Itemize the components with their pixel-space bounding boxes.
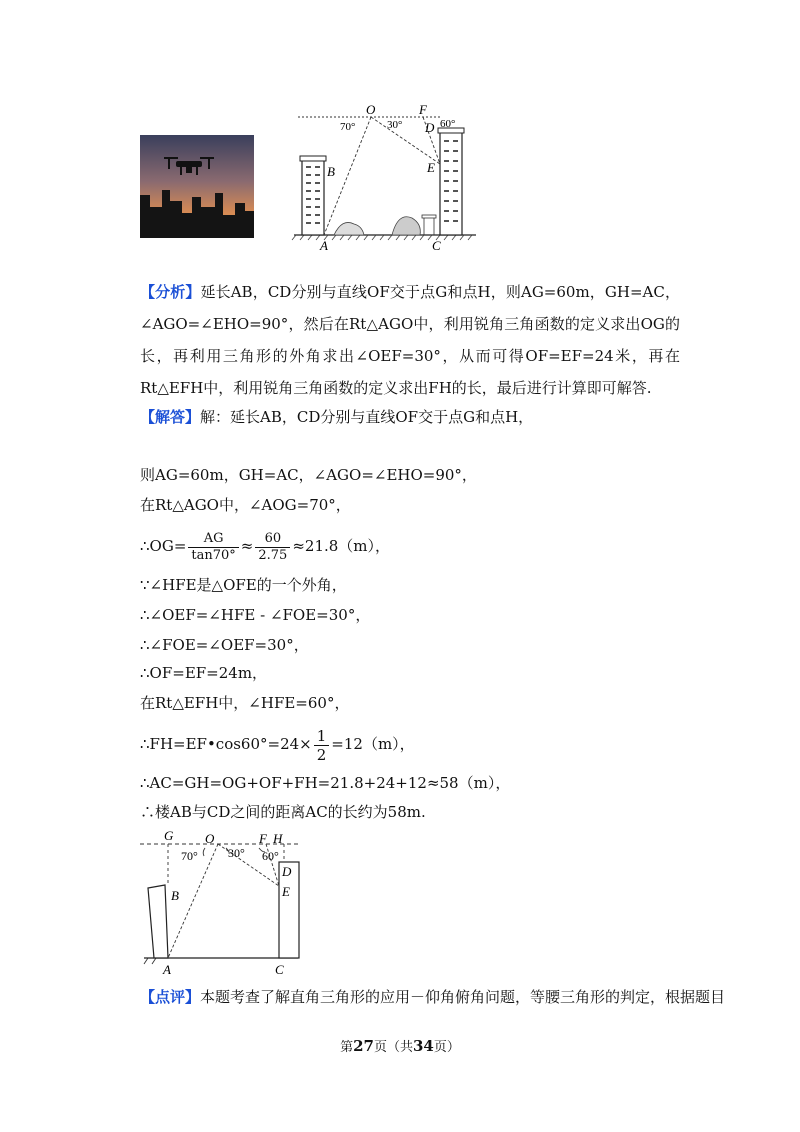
review-line: [140, 986, 725, 1008]
fig1-label-C: C: [432, 238, 441, 252]
fig2-label-H: H: [273, 831, 283, 846]
fraction-one-half: [314, 727, 330, 764]
fraction-ag-tan70: [188, 531, 238, 564]
footer-post: 页）: [433, 1040, 460, 1055]
fig1-label-A: A: [320, 238, 328, 252]
fig1-angle-60: 60°: [440, 118, 456, 130]
drone-photo: [140, 135, 254, 238]
step-3: [140, 528, 390, 564]
fig2-label-C: C: [275, 962, 284, 977]
footer-total-pages: 34: [413, 1037, 434, 1055]
answer-line: [140, 406, 533, 428]
fig2-label-B: B: [171, 888, 179, 903]
fig1-label-E: E: [427, 160, 435, 175]
step-10: ∴AC=GH=OG+OF+FH=21.8+24+12≈58（m），: [140, 774, 511, 792]
step-6: ∴∠FOE=∠OEF=30°，: [140, 636, 309, 654]
fig1-angle-70: 70°: [340, 121, 356, 133]
step-1: 则AG=60m，GH=AC，∠AGO=∠EHO=90°，: [140, 466, 477, 484]
fraction-60-275: [255, 531, 290, 564]
fraction-denominator: 2: [316, 745, 327, 764]
footer-page-number: 27: [353, 1037, 374, 1055]
figure-solution: [138, 826, 308, 978]
fig1-label-O: O: [366, 102, 376, 117]
step-7: ∴OF=EF=24m，: [140, 664, 268, 682]
step-4: ∵∠HFE是△OFE的一个外角，: [140, 576, 347, 594]
approx-sign: ≈: [240, 537, 254, 555]
review-text: 本题考查了解直角三角形的应用－仰角俯角问题，等腰三角形的判定，根据题目: [200, 988, 726, 1006]
fraction-numerator: 60: [255, 531, 290, 548]
fraction-denominator: tan70°: [191, 547, 236, 563]
answer-text: 解：延长AB，CD分别与直线OF交于点G和点H，: [200, 408, 534, 426]
step-3-prefix: ∴OG=: [140, 537, 187, 555]
step-9-prefix: ∴FH=EF•cos60°=24×: [140, 735, 312, 753]
fig2-label-G: G: [164, 828, 174, 843]
answer-tag: 【解答】: [140, 408, 201, 426]
fig2-angle-30: 30°: [228, 846, 245, 860]
fraction-denominator: 2.75: [258, 547, 288, 563]
footer-pre: 第: [340, 1040, 354, 1055]
fig2-label-F: F: [259, 831, 267, 846]
step-3-suffix: ≈21.8（m），: [292, 537, 391, 555]
step-9: [140, 724, 415, 764]
footer-mid: 页（共: [373, 1040, 413, 1055]
analysis-tag: 【分析】: [140, 283, 201, 301]
fig2-label-O: O: [205, 831, 215, 846]
fig1-angle-30: 30°: [387, 119, 403, 131]
analysis-paragraph: [140, 276, 680, 404]
fraction-numerator: AG: [188, 531, 238, 548]
fraction-numerator: 1: [314, 727, 330, 746]
step-9-suffix: =12（m），: [331, 735, 415, 753]
fig2-label-A: A: [163, 962, 171, 977]
fig2-label-D: D: [282, 864, 292, 879]
step-8: 在Rt△EFH中，∠HFE=60°，: [140, 694, 350, 712]
fig1-label-D: D: [425, 120, 435, 135]
review-tag: 【点评】: [140, 988, 201, 1006]
fig2-label-E: E: [282, 884, 290, 899]
fig1-label-B: B: [327, 164, 335, 179]
step-11: ∴楼AB与CD之间的距离AC的长约为58m.: [140, 803, 426, 821]
page-footer: [0, 1036, 800, 1055]
analysis-text: 延长AB，CD分别与直线OF交于点G和点H，则AG=60m，GH=AC，∠AGO=∠EHO=90°，然后在Rt△AGO中，利用锐角三角函数的定义求出OG的长，再利用三角形的外角求出∠OEF=30°，从而可得OF=EF=24米，再在Rt△EFH中，利用锐角三角函数的定义求出FH的长，最后进行计算即可解答.: [140, 283, 680, 397]
figure-buildings: [290, 100, 480, 252]
fig2-angle-60: 60°: [262, 849, 279, 863]
step-2: 在Rt△AGO中，∠AOG=70°，: [140, 496, 351, 514]
step-5: ∴∠OEF=∠HFE - ∠FOE=30°，: [140, 606, 371, 624]
fig2-angle-70: 70°: [181, 849, 198, 863]
drone-photo-image: [140, 135, 254, 238]
fig1-label-F: F: [419, 102, 427, 117]
